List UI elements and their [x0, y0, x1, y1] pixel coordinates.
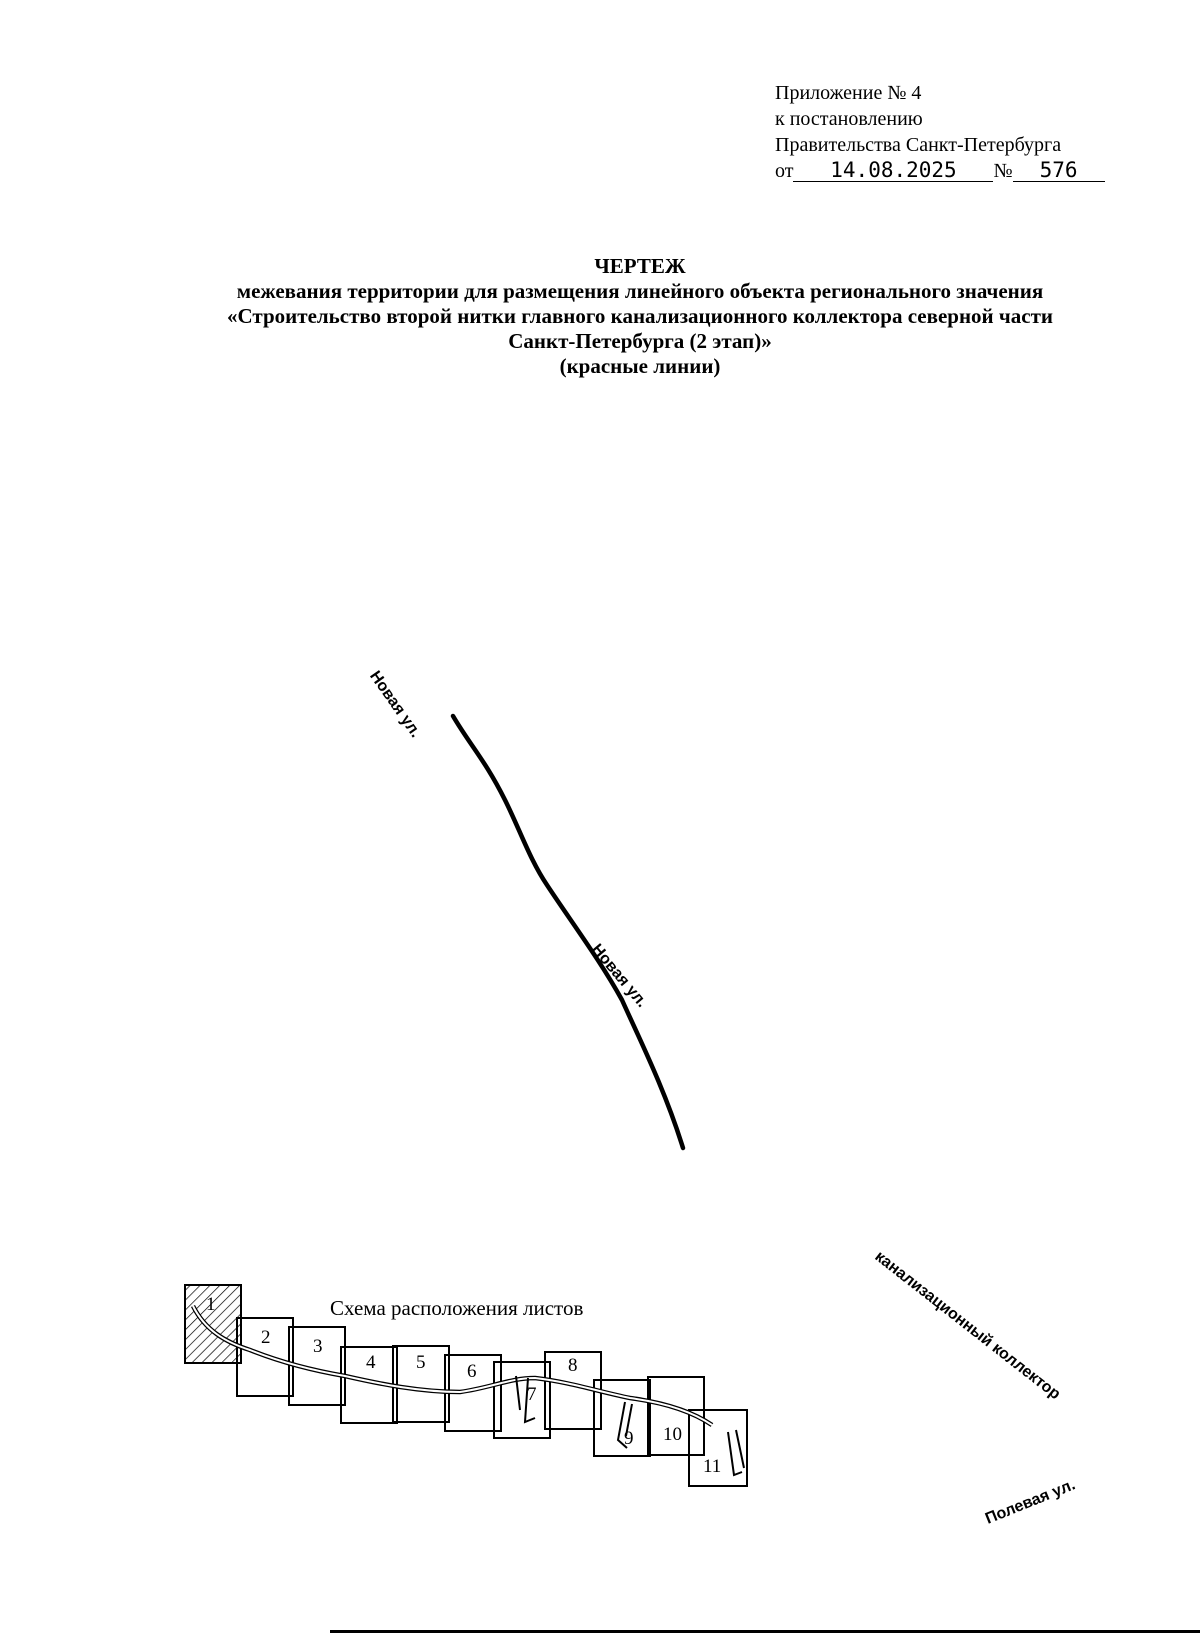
sheet-label-8: 8	[568, 1355, 578, 1376]
street-label-novaya-1: Новая ул.	[366, 668, 425, 741]
appendix-line-1: Приложение № 4	[775, 82, 922, 104]
sheet-label-5: 5	[416, 1352, 426, 1373]
title-heading: ЧЕРТЕЖ	[594, 254, 686, 278]
number-label: №	[993, 160, 1013, 182]
appendix-line-3: Правительства Санкт-Петербурга	[775, 134, 1062, 156]
appendix-line-2: к постановлению	[775, 108, 923, 130]
sheet-labels	[206, 1294, 721, 1477]
route-line	[193, 1306, 712, 1425]
sheet-label-1: 1	[206, 1294, 216, 1315]
branch-11	[728, 1430, 744, 1475]
sheet-label-9: 9	[624, 1428, 634, 1449]
sheet-7-frame	[494, 1362, 550, 1438]
sheet-label-7: 7	[527, 1384, 537, 1405]
scheme-title: Схема расположения листов	[330, 1296, 584, 1320]
sheet-label-3: 3	[313, 1336, 323, 1357]
title-line-1: межевания территории для размещения линейного объекта регионального значения	[236, 279, 1044, 303]
title-line-4: (красные линии)	[559, 354, 721, 378]
resolution-number: 576	[1013, 159, 1105, 182]
street-label-polevaya: Полевая ул.	[983, 1476, 1078, 1528]
sheet-label-10: 10	[663, 1424, 682, 1445]
sheet-label-11: 11	[703, 1456, 722, 1477]
title-line-3: Санкт-Петербурга (2 этап)»	[508, 329, 772, 353]
street-label-novaya-2: Новая ул.	[587, 941, 651, 1011]
street-label-collector: канализационный коллектор	[871, 1248, 1064, 1404]
sheet-label-6: 6	[467, 1361, 477, 1382]
from-label: от	[775, 160, 794, 182]
resolution-date: 14.08.2025	[793, 159, 993, 182]
sheet-label-4: 4	[366, 1352, 376, 1373]
title-line-2: «Строительство второй нитки главного канализационного коллектора северной части	[227, 304, 1053, 328]
sheet-label-2: 2	[261, 1327, 271, 1348]
red-line	[453, 716, 683, 1148]
